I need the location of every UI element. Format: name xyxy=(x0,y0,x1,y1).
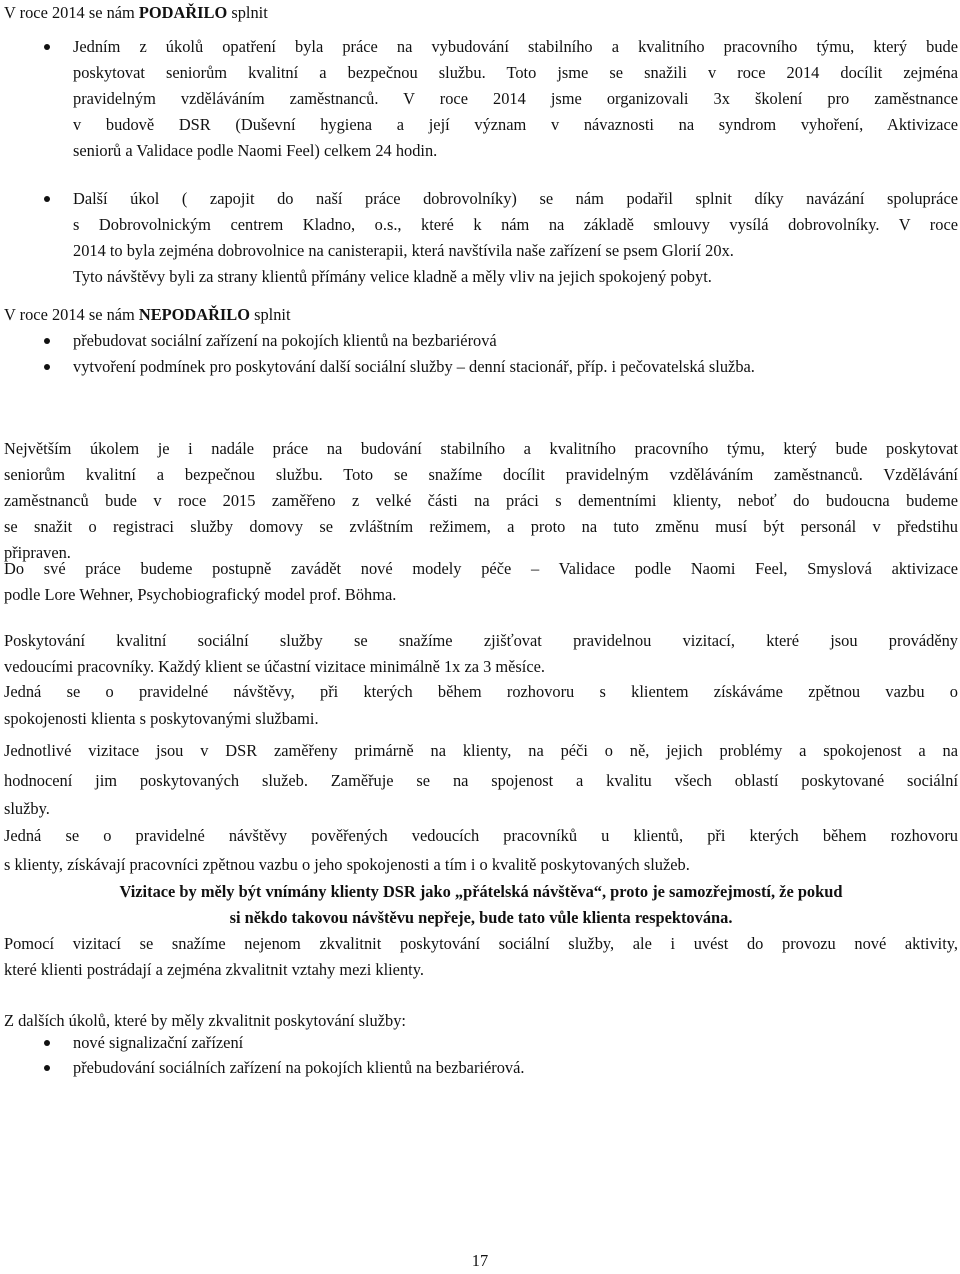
goal-paragraph xyxy=(4,436,958,566)
text-line: Poskytování kvalitní sociální služby se snažíme zjišťovat pravidelnou vizitací, které jsou prováděny xyxy=(4,631,958,650)
text-line: připraven. xyxy=(4,543,71,562)
text-line: podle Lore Wehner, Psychobiografický model prof. Böhma. xyxy=(4,585,397,604)
text-line: s klienty, získávají pracovníci zpětnou vazbu o jeho spokojenosti a tím i o kvalitě poskytovaných služeb. xyxy=(4,855,690,874)
text-line: Jedná se o pravidelné návštěvy pověřených vedoucích pracovníků u klientů, při kterých během rozhovoru xyxy=(4,826,958,845)
fail-heading: V roce 2014 se nám NEPODAŘILO splnit xyxy=(4,305,291,324)
visits-paragraph xyxy=(4,678,958,732)
text-line: seniorům kvalitní a bezpečnou službu. Toto se snažíme docílit pravidelným vzděláváním zaměstnanců. Vzdělávání xyxy=(4,465,958,484)
further-intro: Z dalších úkolů, které by měly zkvalitnit poskytování služby: xyxy=(4,1011,406,1030)
text-line: služby. xyxy=(4,799,50,818)
emphasis-statement xyxy=(4,879,958,931)
quality-paragraph xyxy=(4,628,958,680)
text-line: nové signalizační zařízení xyxy=(73,1033,244,1052)
text-line: Pomocí vizitací se snažíme nejenom zkvalitnit poskytování sociální služby, ale i uvést do provozu nové aktivity, xyxy=(4,934,958,953)
text-line: spokojenosti klienta s poskytovanými službami. xyxy=(4,709,319,728)
text-line: Vizitace by měly být vnímány klienty DSR jako „přátelská návštěva“, proto je samozřejmostí, že pokud xyxy=(119,882,843,901)
text-line: Největším úkolem je i nadále práce na budování stabilního a kvalitního pracovního týmu, který bude poskytovat xyxy=(4,439,958,458)
heads-paragraph xyxy=(4,820,958,878)
text-line: Jednotlivé vizitace jsou v DSR zaměřeny primárně na klienty, na péči o ně, jejich problémy a spokojenost a na xyxy=(4,741,958,760)
text-line: přebudování sociálních zařízení na pokojích klientů na bezbariérová. xyxy=(73,1058,525,1077)
text-line: poskytovat seniorům kvalitní a bezpečnou službu. Toto jsme se snažili v roce 2014 docílit zejména xyxy=(73,63,958,82)
text-line: s Dobrovolnickým centrem Kladno, o.s., které k nám na základě smlouvy vysílá dobrovolníky. V roce xyxy=(73,215,958,234)
focus-paragraph xyxy=(4,736,958,822)
bullet-icon xyxy=(44,364,50,370)
text-line: v budově DSR (Duševní hygiena a její význam v návaznosti na syndrom vyhoření, Aktivizace xyxy=(73,115,958,134)
bullet-icon xyxy=(44,338,50,344)
bullet-icon xyxy=(44,196,50,202)
text-line: si někdo takovou návštěvu nepřeje, bude tato vůle klienta respektována. xyxy=(229,908,733,927)
success-heading: V roce 2014 se nám PODAŘILO splnit xyxy=(4,3,268,22)
text-line: přebudovat sociální zařízení na pokojích klientů na bezbariérová xyxy=(73,331,497,350)
text-line: pravidelným vzděláváním zaměstnanců. V roce 2014 jsme organizovali 3x školení pro zaměstnance xyxy=(73,89,958,108)
text-line: zaměstnanců bude v roce 2015 zaměřeno z velké části na práci s dementními klienty, neboť do budoucna budeme xyxy=(4,491,958,510)
text-line: se snažit o registraci služby domovy se zvláštním režimem, a proto na tuto změnu musí být personál v předstihu xyxy=(4,517,958,536)
text-line: Jedná se o pravidelné návštěvy, při kterých během rozhovoru s klientem získáváme zpětnou vazbu o xyxy=(4,682,958,701)
text-line: Tyto návštěvy byli za strany klientů přímány velice kladně a měly vliv na jejich spokojený pobyt. xyxy=(73,267,712,286)
text-line: Jedním z úkolů opatření byla práce na vybudování stabilního a kvalitního pracovního týmu, který bude xyxy=(73,37,958,56)
bullet-icon xyxy=(44,1065,50,1071)
bullet-icon xyxy=(44,1040,50,1046)
text-line: Další úkol ( zapojit do naší práce dobrovolníky) se nám podařil splnit díky navázání spolupráce xyxy=(73,189,958,208)
bullet-icon xyxy=(44,44,50,50)
text-line: vytvoření podmínek pro poskytování další sociální služby – denní stacionář, příp. i pečovatelská služba. xyxy=(73,357,755,376)
text-line: které klienti postrádají a zejména zkvalitnit vztahy mezi klienty. xyxy=(4,960,424,979)
text-line: seniorů a Validace podle Naomi Feel) celkem 24 hodin. xyxy=(73,141,438,160)
aim-paragraph xyxy=(4,931,958,983)
page-number: 17 xyxy=(471,1251,489,1270)
models-paragraph xyxy=(4,556,958,608)
text-line: 2014 to byla zejména dobrovolnice na canisterapii, která navštívila naše zařízení se psem Glorií 20x. xyxy=(73,241,734,260)
text-line: Do své práce budeme postupně zavádět nové modely péče – Validace podle Naomi Feel, Smyslová aktivizace xyxy=(4,559,958,578)
text-line: hodnocení jim poskytovaných služeb. Zaměřuje se na spojenost a kvalitu všech oblastí poskytované sociální xyxy=(4,771,958,790)
text-line: vedoucími pracovníky. Každý klient se účastní vizitace minimálně 1x za 3 měsíce. xyxy=(4,657,546,676)
